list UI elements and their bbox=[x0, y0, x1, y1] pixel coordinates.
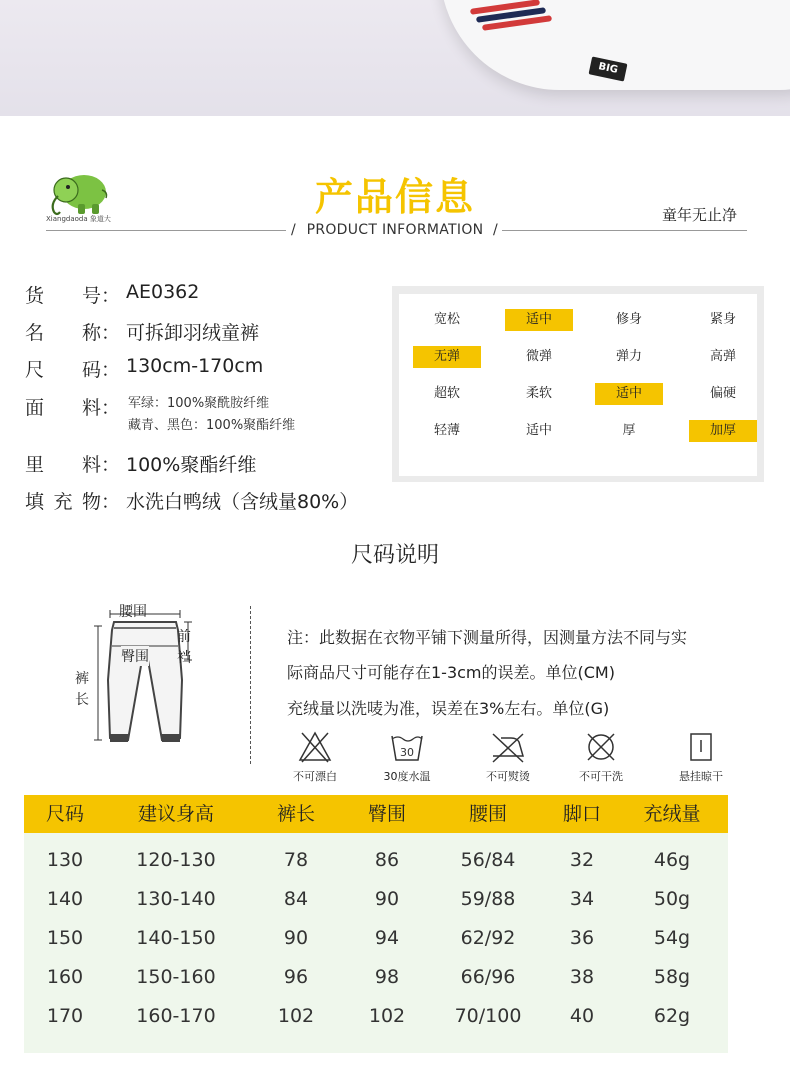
info-row-name: 名 称： 可拆卸羽绒童裤 bbox=[25, 318, 259, 345]
care-hang-dry: 悬挂晾干 bbox=[656, 730, 746, 784]
table-cell: 46g bbox=[653, 849, 691, 871]
feature-option: 适中 bbox=[505, 309, 573, 331]
care-no-dry-clean: 不可干洗 bbox=[556, 730, 646, 784]
diagram-hip-label: 臀围 bbox=[121, 646, 149, 666]
table-cell: 94 bbox=[374, 927, 400, 949]
feature-option: 加厚 bbox=[689, 420, 757, 442]
no-bleach-icon bbox=[297, 730, 333, 764]
table-cell: 160-170 bbox=[136, 1005, 216, 1027]
table-cell: 84 bbox=[283, 888, 309, 910]
diagram-length-label: 长 bbox=[75, 692, 89, 708]
feature-option: 弹力 bbox=[615, 349, 642, 364]
table-cell: 62/92 bbox=[460, 927, 516, 949]
feature-option: 偏硬 bbox=[709, 386, 736, 401]
table-header-cell: 尺码 bbox=[45, 803, 84, 825]
info-row-filling: 填 充 物： 水洗白鸭绒（含绒量80%） bbox=[25, 487, 358, 514]
table-cell: 32 bbox=[569, 849, 595, 871]
table-cell: 34 bbox=[569, 888, 595, 910]
table-cell: 160 bbox=[46, 966, 84, 988]
table-cell: 38 bbox=[569, 966, 595, 988]
diagram-waist-label: 腰围 bbox=[119, 604, 147, 620]
table-cell: 58g bbox=[653, 966, 691, 988]
table-header-cell: 臀围 bbox=[367, 803, 406, 825]
table-cell: 130 bbox=[46, 849, 84, 871]
table-cell: 40 bbox=[569, 1005, 595, 1027]
feature-option: 适中 bbox=[525, 423, 552, 438]
diagram-length-label: 裤 bbox=[75, 671, 89, 687]
feature-option: 超软 bbox=[433, 386, 460, 401]
table-cell: 150 bbox=[46, 927, 84, 949]
table-row bbox=[24, 841, 728, 880]
feature-option: 紧身 bbox=[709, 312, 736, 327]
table-cell: 50g bbox=[653, 888, 691, 910]
size-note: 充绒量以洗唛为准，误差在3%左右。单位(G) bbox=[287, 699, 610, 718]
info-value: AE0362 bbox=[126, 281, 200, 303]
logo-text: Xiangdaoda 象道大 bbox=[46, 215, 111, 223]
care-no-iron: 不可熨烫 bbox=[463, 730, 553, 784]
table-cell: 86 bbox=[374, 849, 400, 871]
slogan: 童年无止净 bbox=[662, 206, 738, 224]
section-subtitle: PRODUCT INFORMATION bbox=[306, 222, 484, 238]
product-photo-banner bbox=[0, 0, 790, 116]
table-row bbox=[24, 997, 728, 1036]
care-no-bleach: 不可漂白 bbox=[270, 730, 360, 784]
table-body bbox=[24, 833, 728, 1053]
size-note: 注：此数据在衣物平铺下测量所得，因测量方法不同与实 bbox=[287, 628, 688, 647]
table-cell: 66/96 bbox=[460, 966, 516, 988]
table-cell: 78 bbox=[283, 849, 309, 871]
section-title: 产品信息 bbox=[314, 175, 475, 219]
table-cell: 120-130 bbox=[136, 849, 216, 871]
wash-30-icon bbox=[389, 730, 425, 764]
table-cell: 90 bbox=[374, 888, 400, 910]
feature-option: 无弹 bbox=[413, 346, 481, 368]
diagram-rise-label: 前 bbox=[177, 629, 191, 645]
table-cell: 98 bbox=[374, 966, 400, 988]
table-cell: 140 bbox=[46, 888, 84, 910]
shoe-tag: BIG bbox=[589, 56, 628, 81]
table-cell: 140-150 bbox=[136, 927, 216, 949]
feature-option: 柔软 bbox=[525, 386, 552, 401]
hang-dry-icon bbox=[683, 730, 719, 764]
info-value: 水洗白鸭绒（含绒量80%） bbox=[126, 491, 359, 513]
table-cell: 96 bbox=[283, 966, 309, 988]
table-cell: 102 bbox=[368, 1005, 406, 1027]
table-cell: 102 bbox=[277, 1005, 315, 1027]
info-row-fabric: 面 料： bbox=[25, 397, 120, 419]
info-row-sku: 货 号： AE0362 bbox=[25, 281, 200, 307]
size-table bbox=[24, 795, 728, 1053]
table-cell: 170 bbox=[46, 1005, 84, 1027]
table-header bbox=[24, 795, 728, 833]
svg-text:30: 30 bbox=[400, 746, 414, 759]
table-cell: 62g bbox=[653, 1005, 691, 1027]
diagram-rise-label: 裆 bbox=[177, 650, 191, 666]
table-row bbox=[24, 880, 728, 919]
size-title: 尺码说明 bbox=[350, 543, 439, 568]
info-row-size: 尺 码： 130cm-170cm bbox=[25, 355, 264, 381]
table-header-cell: 腰围 bbox=[468, 803, 507, 825]
care-wash-30: 30 30度水温 bbox=[362, 730, 452, 784]
feature-grid bbox=[399, 294, 757, 476]
divider bbox=[250, 606, 251, 764]
pants-diagram-icon bbox=[70, 600, 200, 760]
table-cell: 54g bbox=[653, 927, 691, 949]
table-cell: 36 bbox=[569, 927, 595, 949]
table-cell: 150-160 bbox=[136, 966, 216, 988]
table-header-cell: 建议身高 bbox=[137, 803, 214, 825]
table-row bbox=[24, 919, 728, 958]
feature-option: 适中 bbox=[595, 383, 663, 405]
feature-option: 修身 bbox=[615, 312, 642, 327]
fabric-line: 藏青、黑色：100%聚酯纤维 bbox=[128, 418, 296, 433]
feature-option: 高弹 bbox=[709, 349, 736, 364]
table-cell: 90 bbox=[283, 927, 309, 949]
size-note: 际商品尺寸可能存在1-3cm的误差。单位(CM) bbox=[287, 663, 615, 682]
table-cell: 130-140 bbox=[136, 888, 216, 910]
info-value: 100%聚酯纤维 bbox=[126, 454, 257, 476]
info-value: 可拆卸羽绒童裤 bbox=[126, 322, 260, 344]
feature-option: 轻薄 bbox=[433, 423, 460, 438]
info-value: 130cm-170cm bbox=[126, 355, 264, 377]
info-row-lining: 里 料： 100%聚酯纤维 bbox=[25, 450, 256, 477]
table-header-cell: 脚口 bbox=[562, 803, 601, 825]
feature-option: 宽松 bbox=[433, 312, 460, 327]
table-row bbox=[24, 958, 728, 997]
table-cell: 56/84 bbox=[460, 849, 516, 871]
no-dry-clean-icon bbox=[583, 730, 619, 764]
table-header-cell: 充绒量 bbox=[643, 803, 701, 825]
table-cell: 59/88 bbox=[460, 888, 516, 910]
fabric-line: 军绿：100%聚酰胺纤维 bbox=[128, 396, 270, 411]
no-iron-icon bbox=[489, 730, 527, 764]
table-cell: 70/100 bbox=[454, 1005, 522, 1027]
table-header-cell: 裤长 bbox=[276, 803, 315, 825]
feature-option: 厚 bbox=[622, 423, 636, 438]
feature-option: 微弹 bbox=[525, 349, 552, 364]
